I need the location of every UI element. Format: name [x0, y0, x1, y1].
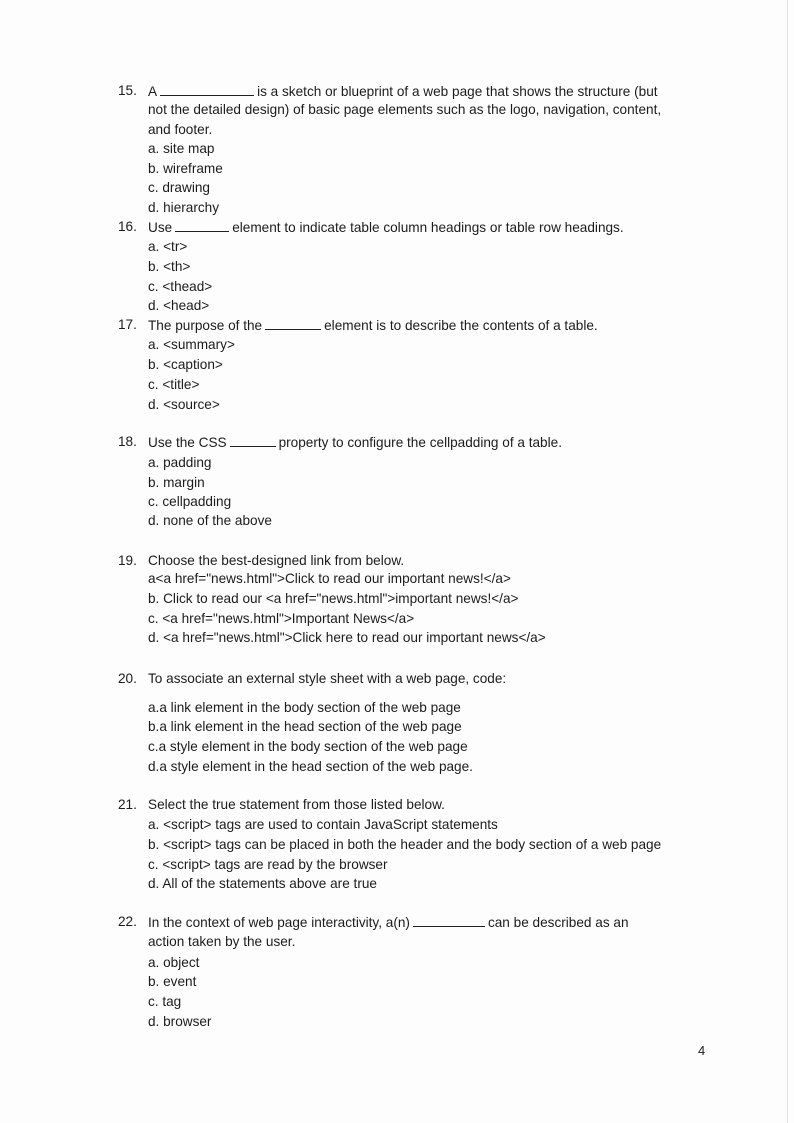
answer-blank [175, 218, 229, 232]
option: d. none of the above [148, 513, 272, 528]
option: c. tag [148, 994, 182, 1009]
option: b. wireframe [148, 161, 223, 176]
stem-pre: The purpose of the [148, 318, 263, 333]
option: a. <summary> [148, 337, 235, 352]
answer-blank [160, 82, 254, 96]
question-number: 22. [118, 914, 137, 929]
option: d. <head> [148, 298, 210, 313]
option: d. <source> [148, 397, 220, 412]
page-edge [787, 0, 788, 1123]
question-number: 18. [118, 434, 137, 449]
option: c. <a href="news.html">Important News</a> [148, 611, 415, 626]
stem-post: element is to describe the contents of a table. [324, 318, 598, 333]
option: c. <title> [148, 377, 200, 392]
stem-post: property to configure the cellpadding of a table. [278, 435, 562, 450]
option: a. object [148, 955, 200, 970]
stem-pre: Use the CSS [148, 435, 227, 450]
option: a. padding [148, 455, 212, 470]
stem-pre: A [148, 84, 158, 99]
question-stem [148, 82, 658, 101]
question-number: 20. [118, 671, 137, 686]
question-number: 16. [118, 219, 137, 234]
option: a.a link element in the body section of the web page [148, 700, 461, 715]
option: d. hierarchy [148, 200, 220, 215]
option: b. margin [148, 475, 205, 490]
option: b. Click to read our <a href="news.html">important news!</a> [148, 591, 519, 606]
stem-continued: action taken by the user. [148, 934, 296, 949]
answer-blank [265, 316, 321, 330]
option: c. <thead> [148, 279, 213, 294]
question-stem: To associate an external style sheet with a web page, code: [148, 671, 507, 686]
option: b. <th> [148, 259, 191, 274]
option: a. site map [148, 141, 215, 156]
answer-blank [230, 433, 276, 447]
question-stem [148, 316, 598, 335]
option: c. cellpadding [148, 494, 232, 509]
stem-continued: not the detailed design) of basic page elements such as the logo, navigation, content, [148, 102, 662, 117]
question-number: 15. [118, 83, 137, 98]
question-stem: Select the true statement from those listed below. [148, 797, 445, 812]
option: c. <script> tags are read by the browser [148, 857, 388, 872]
option: b. event [148, 974, 197, 989]
question-stem [148, 433, 562, 452]
option: a. <script> tags are used to contain JavaScript statements [148, 817, 498, 832]
question-stem [148, 218, 624, 237]
option: b.a link element in the head section of the web page [148, 719, 462, 734]
answer-blank [413, 913, 485, 927]
question-stem [148, 913, 629, 932]
option: d. All of the statements above are true [148, 876, 377, 891]
question-stem: Choose the best-designed link from below. [148, 553, 405, 568]
stem-pre: In the context of web page interactivity, a(n) [148, 915, 410, 930]
option: a<a href="news.html">Click to read our important news!</a> [148, 571, 511, 586]
option: d.a style element in the head section of the web page. [148, 759, 473, 774]
option: d. <a href="news.html">Click here to read our important news</a> [148, 630, 546, 645]
option: c.a style element in the body section of the web page [148, 739, 468, 754]
stem-pre: Use [148, 220, 173, 235]
stem-post: can be described as an [487, 915, 629, 930]
question-number: 21. [118, 797, 137, 812]
option: d. browser [148, 1014, 212, 1029]
stem-post: element to indicate table column headings or table row headings. [232, 220, 624, 235]
question-number: 19. [118, 553, 137, 568]
option: a. <tr> [148, 239, 188, 254]
stem-post: is a sketch or blueprint of a web page that shows the structure (but [257, 84, 658, 99]
option: b. <caption> [148, 357, 223, 372]
page-number: 4 [698, 1043, 706, 1058]
option: c. drawing [148, 180, 210, 195]
stem-continued: and footer. [148, 122, 213, 137]
option: b. <script> tags can be placed in both the header and the body section of a web page [148, 837, 662, 852]
question-number: 17. [118, 317, 137, 332]
